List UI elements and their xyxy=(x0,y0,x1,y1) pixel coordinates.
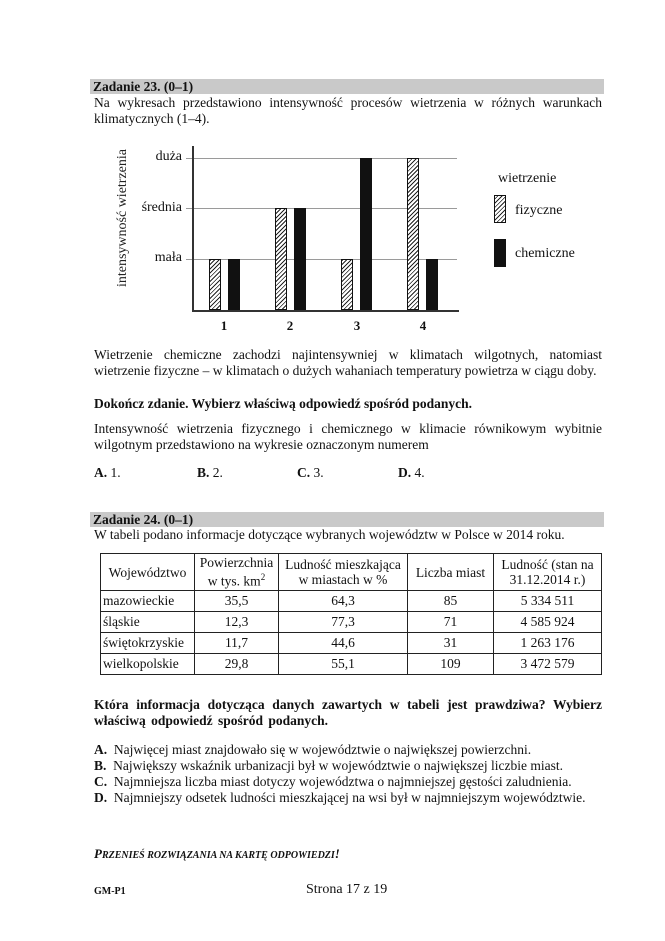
cell-name: śląskie xyxy=(101,612,195,633)
cell-population: 5 334 511 xyxy=(494,591,602,612)
table-row xyxy=(101,612,602,633)
cell-name: mazowieckie xyxy=(101,591,195,612)
cell-population: 1 263 176 xyxy=(494,633,602,654)
cell-cities: 109 xyxy=(408,654,494,675)
legend-title: wietrzenie xyxy=(498,171,557,186)
cell-area: 12,3 xyxy=(195,612,279,633)
y-tick-srednia: średnia xyxy=(141,200,182,215)
cell-name: świętokrzyskie xyxy=(101,633,195,654)
col-header-voivodeship: Województwo xyxy=(101,554,195,591)
col-header-cities: Liczba miast xyxy=(408,554,494,591)
legend-swatch-fizyczne xyxy=(494,195,506,223)
y-tick-mala: mała xyxy=(154,250,182,265)
task23-option-c[interactable]: C. 3. xyxy=(297,465,324,480)
task24-option-b[interactable]: B. Największy wskaźnik urbanizacji był w województwie o największej liczbie miast. xyxy=(94,758,563,773)
task23-option-b[interactable]: B. 2. xyxy=(197,465,223,480)
legend-label-fizyczne: fizyczne xyxy=(515,203,563,218)
cell-population: 3 472 579 xyxy=(494,654,602,675)
task24-option-a[interactable]: A. Najwięcej miast znajdowało się w województwie o największej powierzchni. xyxy=(94,742,532,757)
legend-label-chemiczne: chemiczne xyxy=(515,246,575,261)
cell-area: 35,5 xyxy=(195,591,279,612)
cell-cities: 85 xyxy=(408,591,494,612)
cell-area: 29,8 xyxy=(195,654,279,675)
bar-2-chemiczne xyxy=(294,208,306,310)
bar-4-chemiczne xyxy=(426,259,438,310)
transfer-answers-note: PRZENIEŚ ROZWIĄZANIA NA KARTĘ ODPOWIEDZI! xyxy=(94,846,340,861)
x-tick-2: 2 xyxy=(286,318,294,333)
col-header-population: Ludność (stan na 31.12.2014 r.) xyxy=(494,554,602,591)
bar-2-fizyczne xyxy=(275,208,287,310)
task23-intro: Na wykresach przedstawiono intensywność procesów wietrzenia w różnych warunkach klimatycznych (1–4). xyxy=(94,95,602,126)
table-header-row xyxy=(101,554,602,591)
task23-info: Wietrzenie chemiczne zachodzi najintensywniej w klimatach wilgotnych, natomiast wietrzenie fizyczne – w klimatach o dużych wahaniach temperatury powietrza w ciągu doby. xyxy=(94,347,602,378)
col-header-area: Powierzchnia w tys. $km^2$ xyxy=(195,554,279,591)
task23-option-a[interactable]: A. 1. xyxy=(94,465,121,480)
bar-4-fizyczne xyxy=(407,158,419,310)
task23-question: Intensywność wietrzenia fizycznego i chemicznego w klimacie równikowym wybitnie wilgotnym przedstawiono na wykresie oznaczonym numerem xyxy=(94,421,602,452)
footer-code: GM-P1 xyxy=(94,886,126,897)
task23-header-band xyxy=(90,79,604,94)
task23-header: Zadanie 23. (0–1) xyxy=(93,79,194,94)
cell-area: 11,7 xyxy=(195,633,279,654)
voivodeship-table xyxy=(100,553,602,675)
cell-name: wielkopolskie xyxy=(101,654,195,675)
task24-question: Która informacja dotycząca danych zawartych w tabeli jest prawdziwa? Wybierz właściwą odpowiedź spośród podanych. xyxy=(94,697,602,728)
bar-1-fizyczne xyxy=(209,259,221,310)
y-tick-duza: duża xyxy=(155,149,182,164)
task23-option-d[interactable]: D. 4. xyxy=(398,465,425,480)
cell-cities: 31 xyxy=(408,633,494,654)
cell-urban: 64,3 xyxy=(279,591,408,612)
cell-urban: 44,6 xyxy=(279,633,408,654)
x-tick-3: 3 xyxy=(353,318,361,333)
cell-population: 4 585 924 xyxy=(494,612,602,633)
legend-swatch-chemiczne xyxy=(494,239,506,267)
task24-option-c[interactable]: C. Najmniejsza liczba miast dotyczy województwa o najmniejszej gęstości zaludnienia. xyxy=(94,774,572,789)
weathering-chart: intensywność wietrzenia duża średnia mała 1 2 3 4 wietrzenie fizyczne chemiczne xyxy=(110,138,610,338)
task24-intro: W tabeli podano informacje dotyczące wybranych województw w Polsce w 2014 roku. xyxy=(94,527,565,542)
task24-header: Zadanie 24. (0–1) xyxy=(93,512,194,527)
x-tick-4: 4 xyxy=(419,318,427,333)
table-row xyxy=(101,633,602,654)
col-header-urban: Ludność mieszkająca w miastach w % xyxy=(279,554,408,591)
x-tick-1: 1 xyxy=(220,318,228,333)
table-row xyxy=(101,654,602,675)
bar-3-chemiczne xyxy=(360,158,372,310)
cell-urban: 77,3 xyxy=(279,612,408,633)
x-axis xyxy=(192,310,459,312)
footer-page-number: Strona 17 z 19 xyxy=(306,882,388,897)
cell-urban: 55,1 xyxy=(279,654,408,675)
table-row xyxy=(101,591,602,612)
task24-header-band xyxy=(90,512,604,527)
task23-instruction: Dokończ zdanie. Wybierz właściwą odpowiedź spośród podanych. xyxy=(94,396,473,411)
cell-cities: 71 xyxy=(408,612,494,633)
task24-option-d[interactable]: D. Najmniejszy odsetek ludności mieszkającej na wsi był w najmniejszym województwie. xyxy=(94,790,586,805)
bar-3-fizyczne xyxy=(341,259,353,310)
y-axis xyxy=(192,146,194,311)
bar-1-chemiczne xyxy=(228,259,240,310)
